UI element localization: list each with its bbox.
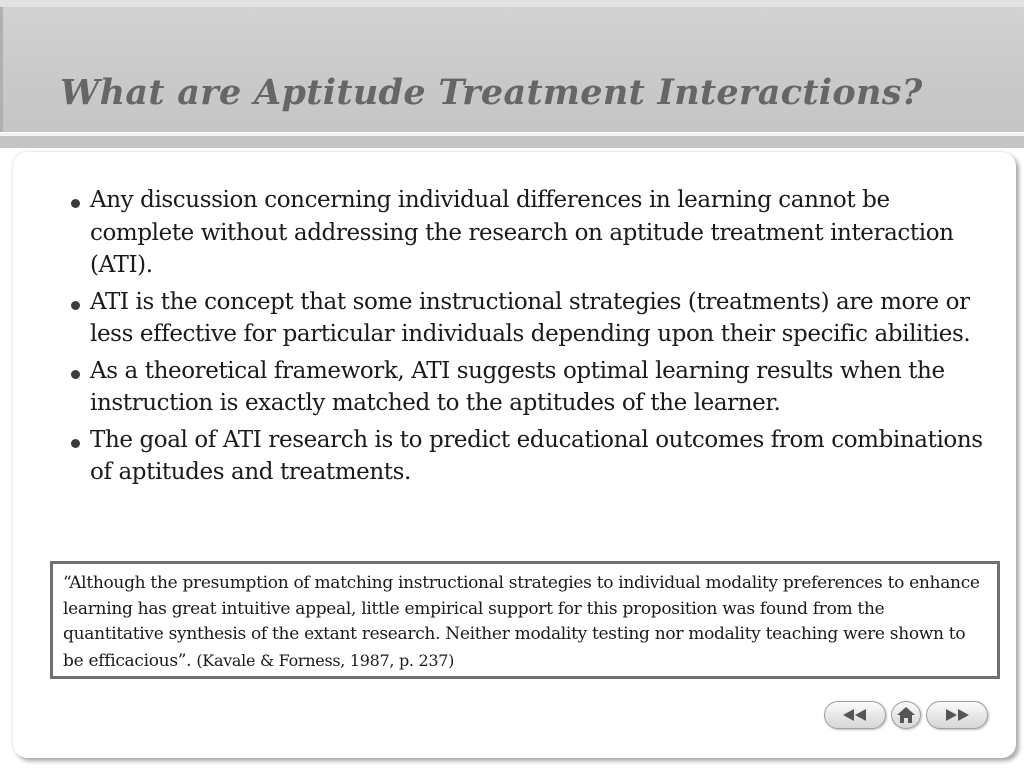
bullet-text: The goal of ATI research is to predict educational outcomes from combinations of aptitudes and treatments. (90, 426, 983, 485)
next-slide-button[interactable] (926, 701, 988, 729)
fast-forward-icon (942, 708, 972, 722)
title-bar (0, 7, 1024, 132)
title-divider-shadow (0, 136, 1024, 148)
bullet-dot-icon (71, 370, 80, 379)
bullet-text: Any discussion concerning individual differences in learning cannot be complete without addressing the research on aptitude treatment interaction (ATI). (90, 187, 954, 278)
bullet-text: As a theoretical framework, ATI suggests optimal learning results when the instruction is exactly matched to the aptitudes of the learner. (90, 357, 945, 416)
home-icon (896, 705, 916, 725)
rewind-icon (840, 708, 870, 722)
quote-box (50, 561, 1000, 679)
bullet-text: ATI is the concept that some instructional strategies (treatments) are more or less effective for particular individuals depending upon their specific abilities. (90, 288, 971, 347)
bullet-item (70, 184, 990, 282)
bullet-list (70, 184, 990, 493)
bullet-item (70, 424, 990, 489)
bullet-dot-icon (71, 439, 80, 448)
bullet-dot-icon (71, 199, 80, 208)
bullet-dot-icon (71, 301, 80, 310)
previous-slide-button[interactable] (824, 701, 886, 729)
top-strip (0, 0, 1024, 7)
bullet-item (70, 286, 990, 351)
home-button[interactable] (891, 701, 921, 729)
quote-text: “Although the presumption of matching instructional strategies to individual modality preferences to enhance learning has great intuitive appeal, little empirical support for this proposition was found from the quantitative synthesis of the extant research. Neither modality testing nor modality teaching were shown to be efficacious”. (63, 573, 980, 671)
slide-title: What are Aptitude Treatment Interactions? (60, 72, 923, 113)
bullet-item (70, 355, 990, 420)
navigation-controls (824, 701, 988, 731)
quote-citation: (Kavale & Forness, 1987, p. 237) (196, 650, 455, 670)
